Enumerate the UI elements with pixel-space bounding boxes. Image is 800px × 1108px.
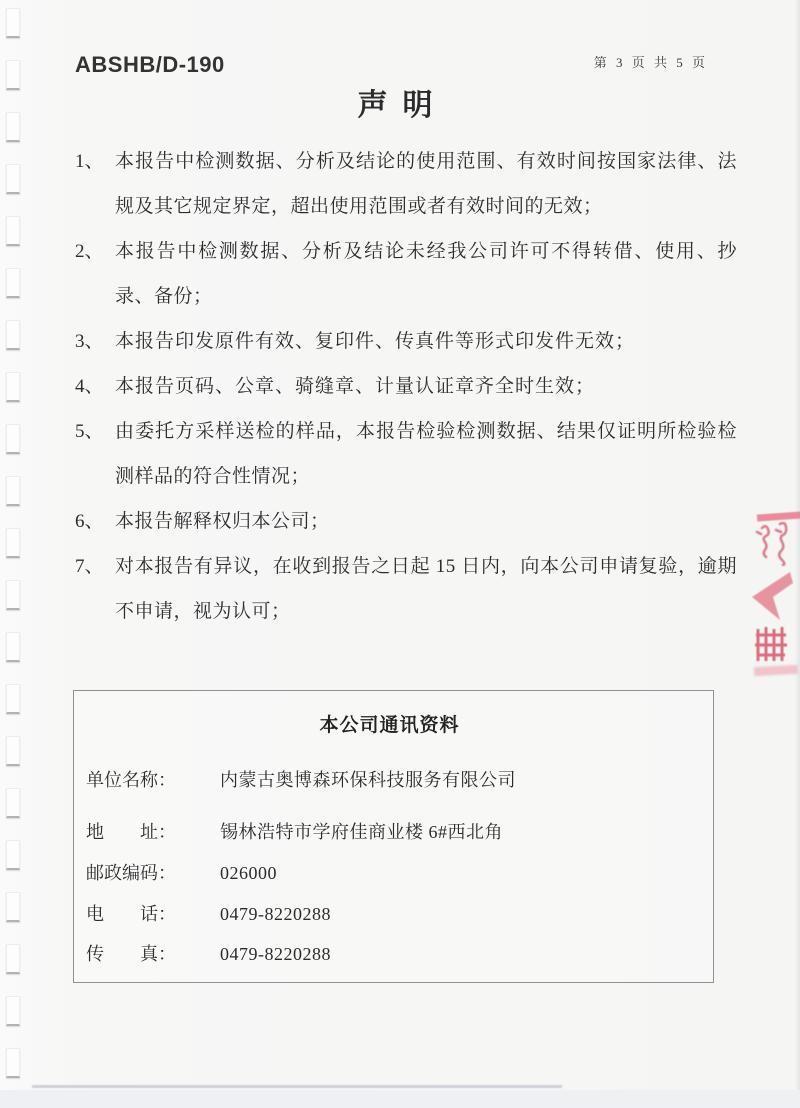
binding-hole xyxy=(6,944,20,974)
binding-hole xyxy=(6,216,20,246)
binding-hole xyxy=(6,320,20,350)
scan-edge-strip xyxy=(0,1090,800,1108)
binding-hole xyxy=(6,164,20,194)
page-indicator: 第 3 页 共 5 页 xyxy=(593,55,708,70)
item-text: 对本报告有异议，在收到报告之日起 15 日内，向本公司申请复验，逾期不申请，视为认可； xyxy=(115,556,737,622)
item-number: 7、 xyxy=(75,556,104,577)
contact-label: 单位名称： xyxy=(86,770,176,790)
item-number: 5、 xyxy=(75,421,104,442)
binding-hole xyxy=(6,476,20,506)
declaration-item xyxy=(75,499,737,544)
contact-label: 电 话： xyxy=(86,904,176,924)
declaration-item xyxy=(75,319,737,364)
binding-hole xyxy=(6,632,20,662)
contact-row-company xyxy=(86,767,693,793)
contact-label: 邮政编码： xyxy=(86,863,176,883)
binding-holes xyxy=(6,8,20,1078)
item-text: 本报告页码、公章、骑缝章、计量认证章齐全时生效； xyxy=(115,376,596,397)
binding-hole xyxy=(6,788,20,818)
contact-value: 0479-8220288 xyxy=(220,904,331,924)
contact-row-phone xyxy=(86,901,693,927)
binding-hole xyxy=(6,736,20,766)
declaration-item xyxy=(75,409,737,499)
binding-hole xyxy=(6,840,20,870)
contact-label: 地 址： xyxy=(86,822,176,842)
binding-hole xyxy=(6,684,20,714)
item-number: 1、 xyxy=(75,151,104,172)
contact-box-title: 本公司通讯资料 xyxy=(319,715,460,736)
item-text: 本报告中检测数据、分析及结论的使用范围、有效时间按国家法律、法规及其它规定界定，超出使用范围或者有效时间的无效； xyxy=(115,151,737,217)
item-number: 3、 xyxy=(75,331,104,352)
scan-edge-line xyxy=(32,1085,562,1088)
contact-info-box xyxy=(73,690,714,983)
binding-hole xyxy=(6,268,20,298)
binding-hole xyxy=(6,372,20,402)
contact-value: 0479-8220288 xyxy=(220,944,331,964)
binding-hole xyxy=(6,8,20,38)
declaration-item xyxy=(75,544,737,634)
stamp-fragment-mongolian-script-icon xyxy=(754,522,794,566)
contact-value: 026000 xyxy=(220,863,277,883)
document-code: ABSHB/D-190 xyxy=(75,52,225,77)
page-title: 声 明 xyxy=(357,89,433,122)
declaration-list xyxy=(75,139,737,634)
declaration-item xyxy=(75,364,737,409)
contact-row-address xyxy=(86,819,693,845)
contact-label: 传 真： xyxy=(86,944,176,964)
binding-hole xyxy=(6,996,20,1026)
item-text: 本报告印发原件有效、复印件、传真件等形式印发件无效； xyxy=(115,331,636,352)
item-number: 4、 xyxy=(75,376,104,397)
contact-row-postcode xyxy=(86,860,693,886)
binding-hole xyxy=(6,528,20,558)
declaration-item xyxy=(75,229,737,319)
contact-value: 内蒙古奥博森环保科技服务有限公司 xyxy=(220,770,516,790)
binding-hole xyxy=(6,1048,20,1078)
item-text: 由委托方采样送检的样品，本报告检验检测数据、结果仅证明所检验检测样品的符合性情况； xyxy=(115,421,737,487)
declaration-item xyxy=(75,139,737,229)
stamp-fragment-star-icon xyxy=(750,570,794,622)
binding-hole xyxy=(6,580,20,610)
contact-value: 锡林浩特市学府佳商业楼 6#西北角 xyxy=(220,822,503,842)
binding-hole xyxy=(6,424,20,454)
binding-hole xyxy=(6,892,20,922)
item-text: 本报告解释权归本公司； xyxy=(115,511,330,532)
item-text: 本报告中检测数据、分析及结论未经我公司许可不得转借、使用、抄录、备份； xyxy=(115,241,737,307)
item-number: 6、 xyxy=(75,511,104,532)
contact-row-fax xyxy=(86,941,693,967)
stamp-fragment-seal-text-icon xyxy=(752,625,792,665)
item-number: 2、 xyxy=(75,241,104,262)
